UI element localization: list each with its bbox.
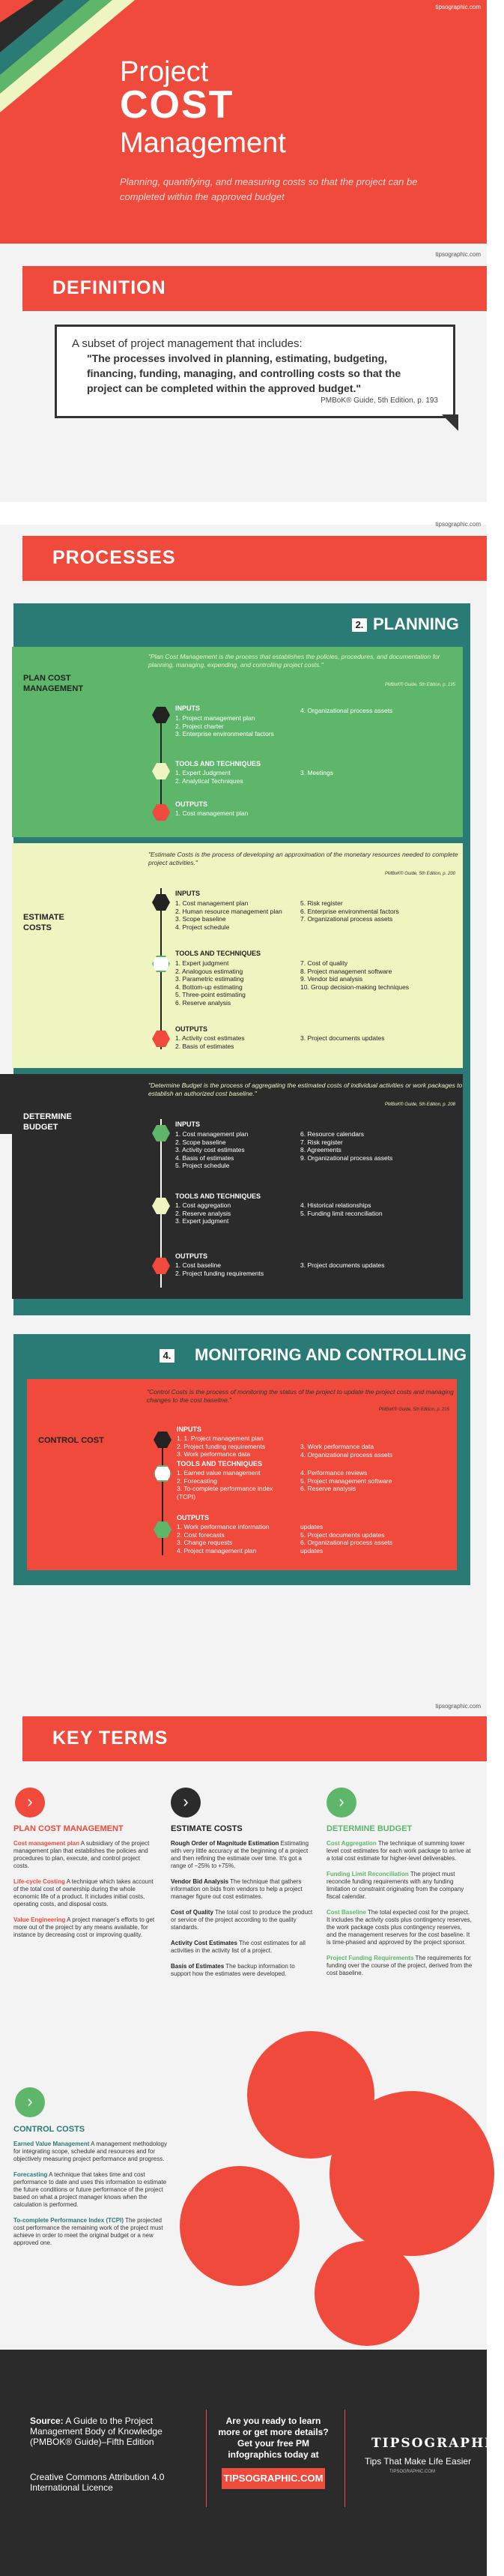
col1-title: PLAN COST MANAGEMENT <box>13 1824 124 1833</box>
control-cost-box <box>27 1379 457 1570</box>
site-link[interactable]: tipsographic.com <box>435 521 481 528</box>
definition-section <box>0 244 487 502</box>
list-item: 4. Bottom-up estimating <box>175 983 243 991</box>
inputs-list-right <box>300 899 420 923</box>
list-item: 2. Cost forecasts <box>177 1530 225 1539</box>
gear-icon <box>180 2166 300 2286</box>
key-term: Value Engineering A project manager's efforts to get more out of the project by any means available, for instance by decreasing cost or improving quality. <box>13 1916 155 1938</box>
phase-name: ESTIMATE COSTS <box>23 913 64 932</box>
key-term: Cost management plan A subsidiary of the project management plan that establishes the policies and procedures to plan, execute, and control project costs. <box>13 1840 150 1869</box>
key-term: Funding Limit Reconciliation The project must reconcile funding requirements with any funding limitation or constraint originating from the company fiscal calendar. <box>327 1871 464 1900</box>
list-item: 4. Performance reviews <box>300 1469 368 1476</box>
list-item: 4. Basis of estimates <box>175 1153 234 1162</box>
list-item: 1. Earned value management <box>177 1469 261 1476</box>
list-item: 5. Project management software <box>300 1476 392 1485</box>
chevron-right-icon: › <box>327 1788 356 1818</box>
list-item: 5. Three-point estimating <box>175 991 246 998</box>
logo: TIPSOGRAPHIC <box>371 2436 504 2451</box>
key-term: Basis of Estimates The backup information to support how the estimates were developed. <box>171 1963 295 1977</box>
monitoring-number: 4. <box>160 1349 174 1363</box>
list-item: 7. Cost of quality <box>300 959 348 967</box>
site-link[interactable]: tipsographic.com <box>435 1703 481 1710</box>
outputs-list <box>175 1261 264 1277</box>
outputs-icon <box>152 1031 170 1047</box>
list-item: 7. Risk register <box>300 1138 343 1146</box>
col2-title: ESTIMATE COSTS <box>171 1824 243 1833</box>
hero-subtitle: Planning, quantifying, and measuring costs so that the project can be completed within the approved budget <box>120 176 418 202</box>
list-item: 2. Basis of estimates <box>175 1042 234 1050</box>
outputs-list <box>175 1034 245 1050</box>
list-item: 2. Project charter <box>175 722 224 730</box>
planning-number: 2. <box>352 618 367 632</box>
list-item: 3. Activity cost estimates <box>175 1146 245 1153</box>
phase-name: DETERMINE BUDGET <box>23 1112 72 1132</box>
key-term: Cost of Quality The total cost to produce the product or service of the project according to the quality standards. <box>171 1909 313 1931</box>
list-item: 4. Project management plan <box>177 1546 257 1554</box>
outputs-label: OUTPUTS <box>175 1252 208 1260</box>
inputs-list <box>175 1130 248 1170</box>
list-item: 3. Change requests <box>177 1539 233 1546</box>
estimate-costs-box <box>12 843 463 1068</box>
col4-terms <box>13 2141 167 2255</box>
list-item: 6. Reserve analysis <box>175 998 231 1007</box>
tools-list <box>175 769 243 785</box>
outputs-list-right <box>300 1261 384 1270</box>
monitoring-panel <box>13 1334 470 1585</box>
tagline: Tips That Make Life Easier <box>365 2456 472 2467</box>
inputs-label: INPUTS <box>177 1426 202 1433</box>
list-item: 1. Work performance information <box>177 1523 270 1530</box>
footer <box>0 2350 504 2576</box>
phase-name: CONTROL COST <box>38 1436 104 1445</box>
inputs-label: INPUTS <box>175 1120 201 1128</box>
inputs-label: INPUTS <box>175 890 201 897</box>
tools-list <box>175 959 246 1007</box>
list-item: 6. Resource calendars <box>300 1130 365 1138</box>
list-item: 4. Organizational process assets <box>300 707 393 714</box>
keyterms-heading: KEY TERMS <box>52 1728 168 1749</box>
list-item: 6. Organizational process assets updates <box>300 1539 393 1554</box>
list-item: 2. Analogous estimating <box>175 967 243 975</box>
title-line3: Management <box>120 127 286 159</box>
keyterms-header <box>0 1716 487 1761</box>
key-term: Cost Aggregation The technique of summing lower level cost estimates for each work package to arrive at a total cost estimate for higher-level deliverables. <box>327 1840 471 1862</box>
list-item: 8. Agreements <box>300 1146 341 1153</box>
list-item: 9. Organizational process assets <box>300 1153 393 1162</box>
outputs-label: OUTPUTS <box>175 800 208 808</box>
determine-budget-box <box>12 1074 463 1299</box>
definition-heading: DEFINITION <box>52 277 166 298</box>
process-cite: PMBoK® Guide, 5th Edition, p. 215 <box>378 1408 449 1412</box>
col2-terms <box>171 1840 313 1986</box>
list-item: 2. Project funding requirements <box>175 1269 264 1277</box>
list-item: 6. Enterprise environmental factors <box>300 907 399 915</box>
list-item: 4. Organizational process assets <box>300 1450 393 1459</box>
planning-panel <box>13 603 470 1315</box>
process-cite: PMBoK® Guide, 5th Edition, p. 208 <box>384 1103 455 1107</box>
outputs-list <box>177 1523 270 1554</box>
tools-list <box>177 1469 289 1500</box>
inputs-icon <box>152 707 170 723</box>
planning-title: PLANNING <box>373 615 459 633</box>
list-item: 8. Project management software <box>300 967 392 975</box>
definition-box <box>55 325 455 418</box>
tools-list-right <box>300 769 333 777</box>
tools-list-right <box>300 1201 383 1217</box>
license: Creative Commons Attribution 4.0 International Licence <box>30 2472 165 2493</box>
outputs-list-right <box>300 1523 413 1554</box>
list-item: 4. Historical relationships <box>300 1201 371 1209</box>
inputs-icon <box>152 1125 170 1141</box>
footer-url[interactable]: TIPSOGRAPHIC.COM <box>389 2470 436 2474</box>
list-item: 1. Project management plan <box>175 714 255 722</box>
list-item: 1. Expert Judgment <box>175 769 231 776</box>
list-item: 3. Project documents updates <box>300 1261 385 1269</box>
tools-label: TOOLS AND TECHNIQUES <box>175 760 261 767</box>
inputs-list-right <box>300 1443 392 1459</box>
processes-section <box>0 521 487 1701</box>
list-item: 3. Parametric estimating <box>175 975 244 983</box>
tools-label: TOOLS AND TECHNIQUES <box>177 1460 263 1468</box>
tools-list-right <box>300 1469 392 1493</box>
list-item: 3. Meetings <box>300 769 333 776</box>
list-item: 7. Organizational process assets <box>300 915 393 923</box>
corner-decoration <box>442 414 458 431</box>
list-item: 1. Cost baseline <box>175 1261 221 1269</box>
tools-list <box>175 1201 231 1225</box>
outputs-icon <box>152 804 170 821</box>
col1-terms <box>13 1840 156 1947</box>
outputs-list-right <box>300 1034 384 1043</box>
process-quote: "Control Costs is the process of monitoring the status of the project to update the project costs and managing changes to the cost baseline." <box>147 1388 454 1404</box>
tools-list-right <box>300 959 420 991</box>
tools-icon <box>152 1198 170 1214</box>
outputs-list <box>175 809 248 818</box>
col4-title: CONTROL COSTS <box>13 2125 85 2134</box>
list-item: 3. Project documents updates <box>300 1034 385 1042</box>
inputs-list <box>175 714 274 738</box>
inputs-list <box>175 899 282 931</box>
list-item: 9. Vendor bid analysis <box>300 975 363 983</box>
inputs-icon <box>154 1432 171 1448</box>
site-link[interactable]: tipsographic.com <box>435 4 481 10</box>
chevron-right-icon: › <box>171 1788 201 1818</box>
process-cite: PMBoK® Guide, 5th Edition, p. 200 <box>384 872 455 876</box>
list-item: 1. Cost management plan <box>175 1130 249 1138</box>
outputs-label: OUTPUTS <box>175 1025 208 1033</box>
outputs-label: OUTPUTS <box>177 1514 210 1521</box>
inputs-icon <box>152 894 170 911</box>
process-cite: PMBoK® Guide, 5th Edition, p. 195 <box>384 683 455 687</box>
monitoring-title: MONITORING AND CONTROLLING <box>195 1345 467 1364</box>
process-quote: "Estimate Costs is the process of developing an approximation of the monetary resources needed to complete project activities." <box>148 851 458 866</box>
list-item: 1. Cost management plan <box>175 899 249 907</box>
list-item: 2. Project funding requirements <box>177 1442 266 1450</box>
outputs-icon <box>152 1258 170 1274</box>
list-item: 5. Risk register <box>300 899 343 907</box>
stripes-decoration <box>0 0 97 120</box>
list-item: 3. Enterprise environmental factors <box>175 730 274 737</box>
tools-icon <box>152 956 170 972</box>
tools-icon <box>152 763 170 779</box>
list-item: 2. Scope baseline <box>175 1138 226 1146</box>
processes-heading: PROCESSES <box>52 547 176 568</box>
key-term: Life-cycle Costing A technique which takes account of the total cost of ownership during the whole economic life of a product. It includes initial costs, operating costs, and disposal costs. <box>13 1878 154 1907</box>
list-item: 5. Project schedule <box>175 1162 230 1169</box>
phase-name: PLAN COST MANAGEMENT <box>23 674 84 693</box>
tools-label: TOOLS AND TECHNIQUES <box>175 1192 261 1200</box>
hero <box>0 0 487 244</box>
key-term: To-complete Performance Index (TCPI) The projected cost performance the remaining work of the project must achieve in order to meet the original budget or a new approved one. <box>13 2217 163 2246</box>
list-item: 1. Cost aggregation <box>175 1201 231 1209</box>
chevron-right-icon: › <box>15 1788 45 1818</box>
key-term: Activity Cost Estimates The cost estimates for all activities in the activity list of a project. <box>171 1940 306 1954</box>
site-link[interactable]: tipsographic.com <box>435 251 481 258</box>
website-button[interactable]: TIPSOGRAPHIC.COM <box>222 2468 325 2489</box>
list-item: 3. Work performance data <box>177 1450 251 1458</box>
list-item: 4. Project schedule <box>175 923 230 931</box>
list-item: 3. Work performance data <box>300 1443 374 1450</box>
cta-text: Are you ready to learn more or get more details? Get your free PM infographics today at <box>218 2416 329 2460</box>
list-item: 1. Expert judgment <box>175 959 229 967</box>
col3-terms <box>327 1840 473 1985</box>
inputs-list-right <box>300 707 392 715</box>
list-item: 6. Reserve analysis <box>300 1485 356 1492</box>
definition-intro: A subset of project management that includes: <box>72 337 303 350</box>
definition-citation: PMBoK® Guide, 5th Edition, p. 193 <box>321 396 438 405</box>
list-item: 1. 1. Project management plan <box>177 1435 264 1442</box>
list-item: updates <box>300 1523 324 1530</box>
chevron-right-icon: › <box>15 2087 45 2117</box>
list-item: 3. Scope baseline <box>175 915 226 923</box>
keyterms-section <box>0 1701 487 2350</box>
key-term: Rough Order of Magnitude Estimation Estimating with very little accuracy at the beginning of a project and then refining the estimate over time. It's got a range of −25% to +75%. <box>171 1840 309 1869</box>
list-item: 2. Reserve analysis <box>175 1209 231 1217</box>
list-item: 2. Analytical Techniques <box>175 776 243 785</box>
list-item: 1. Cost management plan <box>175 809 249 817</box>
process-quote: "Plan Cost Management is the process that establishes the policies, procedures, and documentation for planning, managing, expending, and controlling project costs." <box>148 653 440 669</box>
processes-header <box>0 536 487 581</box>
list-item: 3. Expert judgment <box>175 1217 229 1225</box>
title-line2: COST <box>120 83 234 127</box>
gear-icon <box>315 2241 419 2346</box>
inputs-list-right <box>300 1130 392 1162</box>
list-item: 2. Forecasting <box>177 1476 217 1485</box>
key-term: Vendor Bid Analysis The technique that gathers information on bids from vendors to help a project manager figure out cost estimates. <box>171 1878 303 1900</box>
list-item: 5. Project documents updates <box>300 1530 385 1539</box>
list-item: 2. Human resource management plan <box>175 907 282 915</box>
key-term: Project Funding Requirements The requirements for funding over the course of the project, derived from the cost baseline. <box>327 1955 473 1976</box>
definition-quote: "The processes involved in planning, estimating, budgeting, financing, funding, managing, and controlling costs so that the project can be completed within the approved budget." <box>87 352 401 394</box>
process-quote: "Determine Budget is the process of aggregating the estimated costs of individual activities or work packages to establish an authorized cost baseline." <box>148 1082 463 1097</box>
plan-cost-management-box <box>12 647 463 837</box>
list-item: 3. To-complete performance index (TCPI) <box>177 1485 273 1500</box>
gear-icon <box>330 2091 494 2256</box>
col3-title: DETERMINE BUDGET <box>327 1824 413 1833</box>
definition-header <box>0 266 487 311</box>
outputs-icon <box>154 1521 171 1538</box>
tools-icon <box>154 1465 171 1482</box>
key-term: Cost Baseline The total expected cost for the project. It includes the activity costs plus contingency reserves, the work package costs plus contingency reserves, and the management reserves for the cost baseline. It is time-phased and approved by the project sponsor. <box>327 1909 472 1946</box>
title-line1: Project <box>120 56 209 88</box>
tools-label: TOOLS AND TECHNIQUES <box>175 950 261 957</box>
key-term: Earned Value Management A management methodology for integrating scope, schedule and resources and for objectively measuring project performance and progress. <box>13 2141 167 2162</box>
source: Source: A Guide to the Project Management Body of Knowledge (PMBOK® Guide)–Fifth Edition <box>30 2416 163 2447</box>
inputs-label: INPUTS <box>175 705 201 712</box>
list-item: 10. Group decision-making techniques <box>300 983 410 991</box>
list-item: 5. Funding limit reconciliation <box>300 1209 383 1217</box>
inputs-list <box>177 1435 265 1459</box>
list-item: 1. Activity cost estimates <box>175 1034 245 1042</box>
key-term: Forecasting A technique that takes time and cost performance to date and uses this information to estimate the future conditions or future performance of the project based on what a project manager knows when the calculation is performed. <box>13 2171 167 2208</box>
